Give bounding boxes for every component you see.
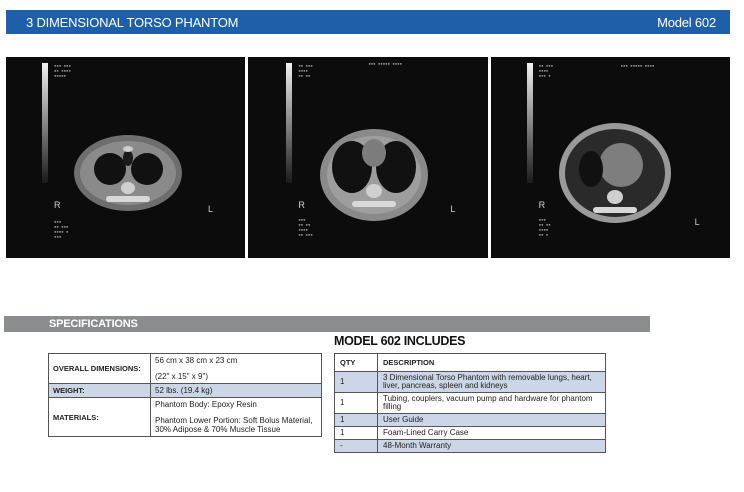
qty-cell: 1	[335, 372, 378, 393]
page-title: 3 DIMENSIONAL TORSO PHANTOM	[26, 14, 239, 30]
scan-readout: ▪▪▪ ▪▪ ▪▪▪ ▪▪▪▪ ▪ ▪▪▪	[54, 219, 69, 239]
qty-cell: 1	[335, 393, 378, 414]
spec-label: WEIGHT:	[49, 384, 151, 398]
ct-scan-image-1	[6, 57, 245, 258]
scan-readout: ▪▪▪ ▪▪ ▪▪ ▪▪▪▪ ▪▪ ▪▪▪	[298, 217, 313, 237]
ct-slice-graphic	[6, 57, 245, 258]
table-row	[335, 414, 606, 427]
ct-scan-image-2	[248, 57, 487, 258]
scan-readout: ▪▪▪ ▪▪ ▪▪ ▪▪▪▪ ▪▪ ▪	[538, 217, 551, 237]
column-header-qty: QTY	[335, 354, 378, 372]
table-row	[335, 372, 606, 393]
spec-value: 52 lbs. (19.4 kg)	[151, 384, 322, 398]
table-row	[335, 393, 606, 414]
ct-slice-graphic	[248, 57, 487, 258]
specifications-table	[48, 353, 322, 437]
table-row	[335, 427, 606, 440]
scan-readout: ▪▪▪ ▪▪▪▪▪ ▪▪▪▪	[368, 61, 403, 66]
orientation-left-marker: L	[450, 204, 456, 214]
qty-cell: 1	[335, 427, 378, 440]
orientation-left-marker: L	[208, 204, 214, 214]
description-cell: Foam-Lined Carry Case	[378, 427, 606, 440]
includes-heading: MODEL 602 INCLUDES	[334, 334, 466, 348]
qty-cell: 1	[335, 414, 378, 427]
spec-value	[151, 398, 322, 437]
scan-readout: ▪▪▪ ▪▪▪ ▪▪ ▪▪▪▪ ▪▪▪▪▪	[54, 63, 71, 78]
includes-table	[334, 353, 606, 453]
qty-cell: -	[335, 440, 378, 453]
description-cell: User Guide	[378, 414, 606, 427]
specifications-heading: SPECIFICATIONS	[4, 316, 650, 332]
spec-value	[151, 354, 322, 384]
spec-label: MATERIALS:	[49, 398, 151, 437]
table-row	[49, 354, 322, 384]
orientation-right-marker: R	[538, 200, 546, 210]
description-cell: 3 Dimensional Torso Phantom with removable lungs, heart, liver, pancreas, spleen and kidneys	[378, 372, 606, 393]
spec-value-line: Phantom Lower Portion: Soft Bolus Material, 30% Adipose & 70% Muscle Tissue	[155, 416, 313, 434]
description-cell: 48-Month Warranty	[378, 440, 606, 453]
orientation-left-marker: L	[694, 217, 700, 227]
model-number: Model 602	[657, 14, 716, 30]
ct-slice-graphic	[491, 57, 730, 258]
spec-value-line: (22" x 15" x 9")	[155, 372, 208, 381]
description-cell: Tubing, couplers, vacuum pump and hardware for phantom filling	[378, 393, 606, 414]
spec-value-line: Phantom Body: Epoxy Resin	[155, 400, 257, 409]
ct-scan-image-3	[491, 57, 730, 258]
scan-readout: ▪▪ ▪▪▪ ▪▪▪▪ ▪▪▪ ▪	[538, 63, 554, 78]
spec-label: OVERALL DIMENSIONS:	[49, 354, 151, 384]
orientation-right-marker: R	[298, 200, 305, 210]
orientation-right-marker: R	[54, 200, 61, 210]
table-row	[335, 440, 606, 453]
table-row	[49, 398, 322, 437]
table-header-row	[335, 354, 606, 372]
title-banner	[6, 10, 730, 34]
scan-readout: ▪▪ ▪▪▪ ▪▪▪▪ ▪▪ ▪▪	[298, 63, 313, 78]
column-header-description: DESCRIPTION	[378, 354, 606, 372]
scan-readout: ▪▪▪ ▪▪▪▪▪ ▪▪▪▪	[620, 63, 655, 68]
ct-scan-strip	[6, 57, 730, 258]
table-row	[49, 384, 322, 398]
spec-value-line: 56 cm x 38 cm x 23 cm	[155, 356, 238, 365]
